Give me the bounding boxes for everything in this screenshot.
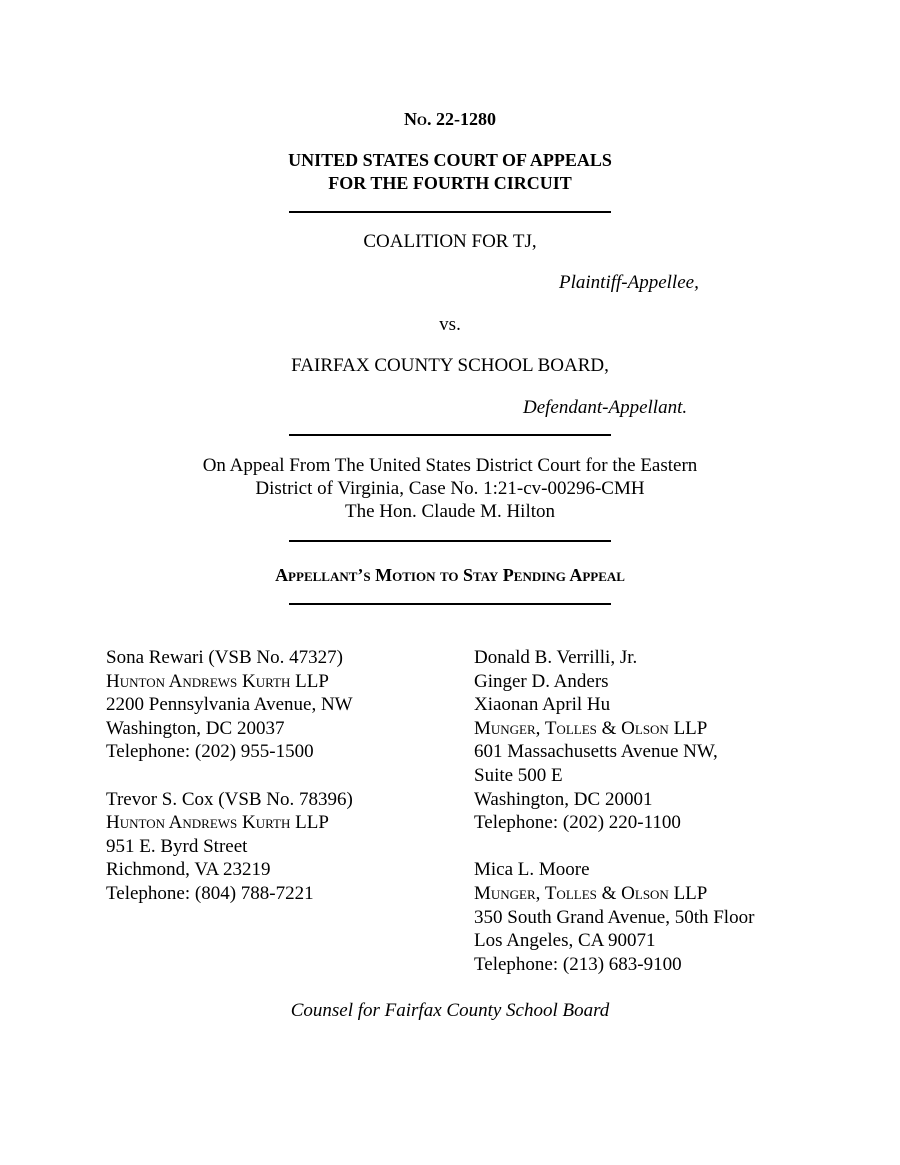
plaintiff-role: Plaintiff-Appellee, xyxy=(559,272,699,293)
telephone: Telephone: (202) 955-1500 xyxy=(106,741,314,763)
attorney-name: Trevor S. Cox (VSB No. 78396) xyxy=(106,788,353,810)
counsel-for: Counsel for Fairfax County School Board xyxy=(290,1000,610,1021)
law-firm-name: Hunton Andrews Kurth LLP xyxy=(106,812,329,834)
appeal-line-3: The Hon. Claude M. Hilton xyxy=(344,501,556,522)
telephone: Telephone: (213) 683-9100 xyxy=(474,953,682,975)
attorney-name: Sona Rewari (VSB No. 47327) xyxy=(106,647,343,668)
address-line: Washington, DC 20001 xyxy=(474,788,653,810)
address-line: 951 E. Byrd Street xyxy=(106,835,248,857)
counsel-left-column xyxy=(106,646,353,906)
versus-label: vs. xyxy=(439,314,461,335)
attorney-name: Xiaonan April Hu xyxy=(474,694,611,716)
address-line: Los Angeles, CA 90071 xyxy=(474,930,656,952)
attorney-name: Ginger D. Anders xyxy=(474,670,609,692)
appeal-line-2: District of Virginia, Case No. 1:21-cv-00296-CMH xyxy=(255,478,645,499)
appeal-line-1: On Appeal From The United States District Court for the Eastern xyxy=(202,455,698,476)
law-firm-name: Munger, Tolles & Olson LLP xyxy=(474,882,708,904)
defendant-name: FAIRFAX COUNTY SCHOOL BOARD, xyxy=(291,355,609,376)
separator-rule xyxy=(289,603,611,605)
plaintiff-name: COALITION FOR TJ, xyxy=(363,231,537,252)
address-line: 2200 Pennsylvania Avenue, NW xyxy=(106,694,353,716)
court-name-line-1: UNITED STATES COURT OF APPEALS xyxy=(288,150,612,170)
telephone: Telephone: (804) 788-7221 xyxy=(106,882,314,904)
motion-title: Appellant’s Motion to Stay Pending Appeal xyxy=(275,565,625,585)
separator-rule xyxy=(289,434,611,436)
address-line: Richmond, VA 23219 xyxy=(106,859,271,881)
law-firm-name: Hunton Andrews Kurth LLP xyxy=(106,670,329,692)
case-number: No. 22-1280 xyxy=(403,109,497,129)
counsel-right-column xyxy=(474,646,754,976)
court-name-line-2: FOR THE FOURTH CIRCUIT xyxy=(328,173,572,193)
address-line: 350 South Grand Avenue, 50th Floor xyxy=(474,906,755,928)
address-line: 601 Massachusetts Avenue NW, xyxy=(474,741,718,763)
defendant-role: Defendant-Appellant. xyxy=(523,397,688,418)
law-firm-name: Munger, Tolles & Olson LLP xyxy=(474,717,708,739)
separator-rule xyxy=(289,540,611,542)
telephone: Telephone: (202) 220-1100 xyxy=(474,812,681,834)
attorney-name: Mica L. Moore xyxy=(474,859,590,881)
address-line: Washington, DC 20037 xyxy=(106,717,285,739)
address-line: Suite 500 E xyxy=(474,764,563,786)
attorney-name: Donald B. Verrilli, Jr. xyxy=(474,647,638,668)
separator-rule xyxy=(289,211,611,213)
